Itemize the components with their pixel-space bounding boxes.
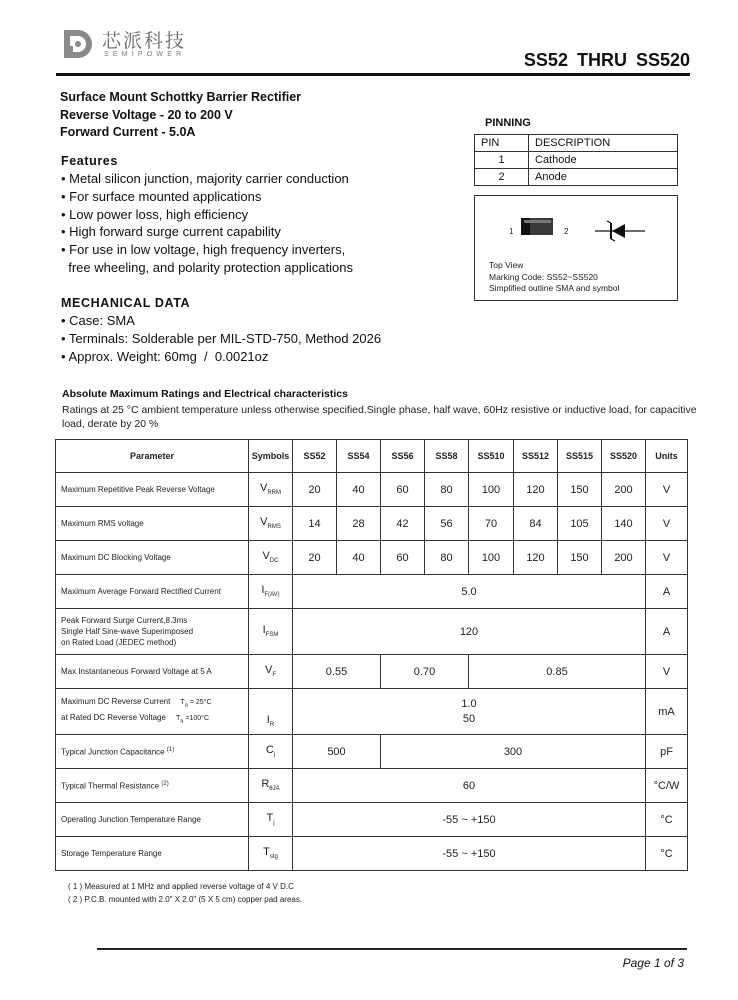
package-notes [489,260,619,295]
part-col-header: SS58 [425,440,469,473]
table-row [475,135,678,152]
value-cell: 300 [381,735,646,769]
value-cell: 105 [558,507,602,541]
param-name: Maximum Repetitive Peak Reverse Voltage [56,473,249,507]
symbol: $I_R$ [249,689,293,735]
table-header-row [56,440,688,473]
semipower-logo-icon [60,26,96,62]
value-cell: 14 [293,507,337,541]
value-cell: 56 [425,507,469,541]
symbol: $I_{FSM}$ [249,609,293,655]
marking-code: Marking Code: SS52~SS520 [489,271,598,282]
part-col-header: SS512 [514,440,558,473]
param-name: Maximum DC Blocking Voltage [56,541,249,575]
value-cell: 60 [293,769,646,803]
product-type: Surface Mount Schottky Barrier Rectifier [60,90,302,104]
part-col-header: SS52 [293,440,337,473]
footnotes [68,880,302,906]
ratings-table [55,439,688,871]
mechanical-item: • Case: SMA [61,313,135,328]
value-cell: 200 [602,541,646,575]
diode-symbol-icon [595,221,645,241]
value-cell: -55 ~ +150 [293,803,646,837]
value-cell: 0.70 [381,655,469,689]
value-cell [293,689,646,735]
param-name: Maximum RMS voltage [56,507,249,541]
view-label: Top View [489,260,524,270]
param-name: Typical Junction Capacitance $^{(1)}$ [56,735,249,769]
reverse-voltage-summary: Reverse Voltage - 20 to 200 V [60,107,233,122]
table-row [475,152,678,169]
desc-col-header: DESCRIPTION [529,135,678,152]
document-title: SS52 THRU SS520 [523,50,690,70]
value-cell: 500 [293,735,381,769]
pin2-label: 2 [564,227,569,236]
feature-item: • For surface mounted applications [61,188,262,204]
header-rule [56,73,690,76]
unit-cell: A [646,575,688,609]
outline-caption: Simplified outline SMA and symbol [489,283,620,294]
product-summary [60,89,301,142]
symbol: $V_F$ [249,655,293,689]
feature-item: • Metal silicon junction, majority carrier conduction [61,171,349,186]
symbol: $R_{\theta JA}$ [249,769,293,803]
unit-cell: V [646,655,688,689]
table-row-ifsm [56,609,688,655]
part-col-header: SS54 [337,440,381,473]
sma-package-icon [521,218,553,235]
param-name: Maximum DC Reverse Current $T_a = 25^\circ C$ at Rated DC Reverse Voltage $T_a =100^\circ C$ [56,689,249,735]
value-cell: 70 [469,507,514,541]
features-heading: Features [61,154,118,168]
part-col-header: SS510 [469,440,514,473]
ir-25c-value: 1.0 [461,697,477,710]
company-name-en: SEMIPOWER [104,51,186,58]
param-name: Maximum Average Forward Rectified Current [56,575,249,609]
part-col-header: SS56 [381,440,425,473]
mechanical-item: • Approx. Weight: 60mg / 0.0021oz [61,348,269,364]
unit-cell: °C [646,803,688,837]
symbol: $V_{RRM}$ [249,473,293,507]
units-col-header: Units [646,440,688,473]
value-cell: 100 [469,541,514,575]
symbol-col-header: Symbols [249,440,293,473]
value-cell: 200 [602,473,646,507]
table-row-vf [56,655,688,689]
unit-cell: V [646,541,688,575]
value-cell: 80 [425,473,469,507]
symbol: $T_j$ [249,803,293,837]
feature-item: • Low power loss, high efficiency [61,206,249,222]
package-outline-box [474,195,678,301]
value-cell: 120 [293,609,646,655]
value-cell: 0.55 [293,655,381,689]
unit-cell: mA [646,689,688,735]
value-cell: 20 [293,473,337,507]
part-col-header: SS520 [602,440,646,473]
pin-number: 1 [475,152,529,169]
param-name: Typical Thermal Resistance $^{(2)}$ [56,769,249,803]
pinning-heading: PINNING [485,117,531,129]
value-cell: 120 [514,541,558,575]
table-row-rth [56,769,688,803]
footer-rule [97,948,687,950]
symbol: $C_j$ [249,735,293,769]
feature-item: • High forward surge current capability [61,224,281,240]
table-row-vrrm [56,473,688,507]
value-cell: 60 [381,473,425,507]
footnote: ( 1 ) Measured at 1 MHz and applied reverse voltage of 4 V D.C [68,882,294,891]
table-row-ir [56,689,688,735]
symbol: $T_{stg}$ [249,837,293,871]
value-cell: 150 [558,473,602,507]
value-cell: 42 [381,507,425,541]
value-cell: 80 [425,541,469,575]
pin-description: Cathode [529,152,678,169]
mechanical-heading: MECHANICAL DATA [61,296,191,310]
param-name: Operating Junction Temperature Range [56,803,249,837]
param-name: Storage Temperature Range [56,837,249,871]
ir-100c-value: 50 [462,712,476,725]
ratings-heading: Absolute Maximum Ratings and Electrical characteristics [62,388,348,400]
pin-description: Anode [529,169,678,186]
symbol: $V_{RMS}$ [249,507,293,541]
part-col-header: SS515 [558,440,602,473]
value-cell: 60 [381,541,425,575]
pin-number: 2 [475,169,529,186]
feature-item: free wheeling, and polarity protection applications [61,259,353,275]
unit-cell: A [646,609,688,655]
table-row-ifav [56,575,688,609]
table-row-vrms [56,507,688,541]
features-list [61,170,353,277]
value-cell: 40 [337,541,381,575]
forward-current-summary: Forward Current - 5.0A [60,125,196,139]
param-col-header: Parameter [56,440,249,473]
pin1-label: 1 [509,227,514,236]
table-row-cj [56,735,688,769]
table-row-tj [56,803,688,837]
pinning-table [474,134,678,186]
feature-item: • For use in low voltage, high frequency inverters, [61,242,346,258]
table-row [475,169,678,186]
value-cell: 40 [337,473,381,507]
value-cell: 5.0 [293,575,646,609]
ratings-note: Ratings at 25 °C ambient temperature unless otherwise specified.Single phase, half wave, 60Hz resistive or inductive load, for capacitive load, derate by 20 % [62,404,697,430]
param-name: Peak Forward Surge Current,8.3ms Single Half Sine-wave Superimposed on Rated Load (JEDEC method) [56,609,249,655]
mechanical-item: • Terminals: Solderable per MIL-STD-750, Method 2026 [61,330,382,346]
value-cell: -55 ~ +150 [293,837,646,871]
pin-col-header: PIN [475,135,529,152]
value-cell: 120 [514,473,558,507]
value-cell: 20 [293,541,337,575]
value-cell: 28 [337,507,381,541]
page-number: Page 1 of 3 [622,956,684,970]
symbol: $I_{F(AV)}$ [249,575,293,609]
param-name: Max Instantaneous Forward Voltage at 5 A [56,655,249,689]
unit-cell: pF [646,735,688,769]
value-cell: 100 [469,473,514,507]
table-row-vdc [56,541,688,575]
unit-cell: V [646,473,688,507]
footnote: ( 2 ) P.C.B. mounted with 2.0" X 2.0" (5 X 5 cm) copper pad areas. [68,895,303,904]
value-cell: 0.85 [469,655,646,689]
value-cell: 140 [602,507,646,541]
symbol: $V_{DC}$ [249,541,293,575]
table-row-tstg [56,837,688,871]
unit-cell: V [646,507,688,541]
value-cell: 150 [558,541,602,575]
company-name-cn: 芯派科技 [102,30,187,52]
mechanical-list [61,312,381,365]
unit-cell: °C [646,837,688,871]
company-logo [60,24,200,68]
unit-cell: °C/W [646,769,688,803]
value-cell: 84 [514,507,558,541]
